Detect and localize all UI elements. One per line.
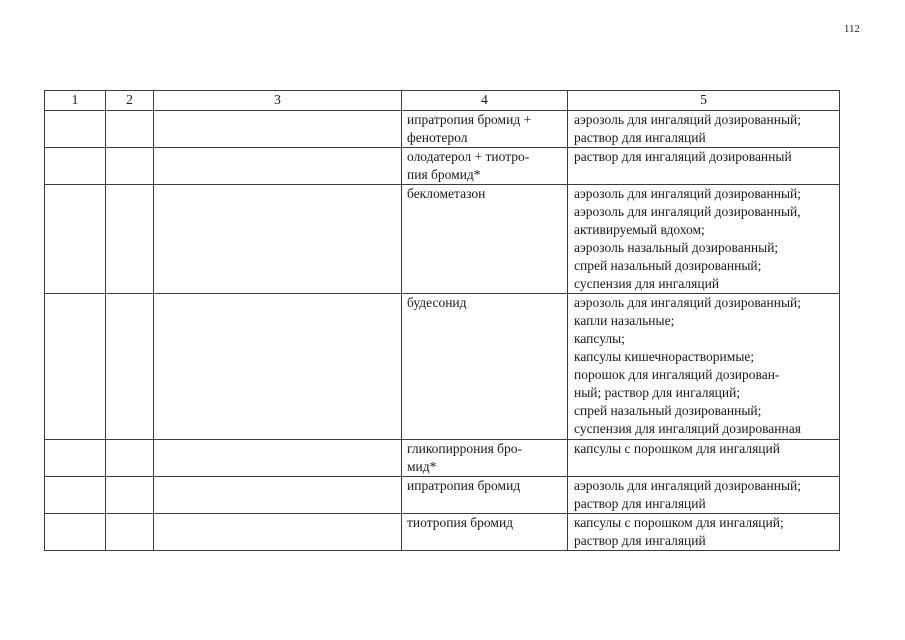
table-cell-col-1 [45,294,106,440]
cell-line: суспензия для ингаляций дозированная [574,421,801,436]
table-cell-col-1 [45,148,106,185]
table-cell-col-5 [568,514,840,551]
table-header [45,91,840,111]
table-cell-col-5 [568,440,840,477]
cell-line: беклометазон [407,186,486,201]
cell-line: капсулы кишечнорастворимые; [574,349,755,364]
cell-line: раствор для ингаляций дозированный [574,149,792,164]
cell-line: мид* [407,459,437,474]
header-row [45,91,840,111]
header-col-3: 3 [154,91,402,111]
cell-line: порошок для ингаляций дозирован- [574,367,780,382]
table-cell-col-1 [45,111,106,148]
cell-line: спрей назальный дозированный; [574,258,762,273]
table-cell-col-2 [106,477,154,514]
cell-line: будесонид [407,295,467,310]
table-row [45,440,840,477]
table-cell-col-5 [568,111,840,148]
table-cell-col-4 [402,185,568,294]
table-cell-col-3 [154,185,402,294]
cell-line: ипратропия бромид + [407,112,532,127]
cell-line: капсулы с порошком для ингаляций [574,441,780,456]
table-cell-col-2 [106,148,154,185]
table-row [45,514,840,551]
table-cell-col-4 [402,514,568,551]
table-cell-col-5 [568,185,840,294]
cell-line: олодатерол + тиотро- [407,149,530,164]
cell-line: аэрозоль для ингаляций дозированный; [574,186,802,201]
table-row [45,148,840,185]
table-row [45,185,840,294]
table-cell-col-1 [45,185,106,294]
cell-line: ный; раствор для ингаляций; [574,385,741,400]
table-cell-col-3 [154,514,402,551]
table-cell-col-5 [568,294,840,440]
header-col-2: 2 [106,91,154,111]
cell-line: суспензия для ингаляций [574,276,720,291]
cell-line: тиотропия бромид [407,515,514,530]
table-row [45,477,840,514]
table-cell-col-2 [106,294,154,440]
cell-line: раствор для ингаляций [574,533,706,548]
header-col-1: 1 [45,91,106,111]
table-cell-col-1 [45,440,106,477]
cell-line: активируемый вдохом; [574,222,705,237]
drug-table [44,90,840,551]
table-cell-col-4 [402,294,568,440]
table-cell-col-2 [106,111,154,148]
cell-line: аэрозоль для ингаляций дозированный, [574,204,801,219]
table-cell-col-3 [154,294,402,440]
cell-line: пия бромид* [407,167,481,182]
table-cell-col-2 [106,440,154,477]
header-col-4: 4 [402,91,568,111]
cell-line: капли назальные; [574,313,675,328]
page-number: 112 [843,23,860,35]
table-cell-col-5 [568,477,840,514]
cell-line: фенотерол [407,130,468,145]
table-cell-col-1 [45,477,106,514]
table-cell-col-3 [154,477,402,514]
cell-line: аэрозоль для ингаляций дозированный; [574,478,802,493]
table-cell-col-2 [106,185,154,294]
table-cell-col-1 [45,514,106,551]
table-cell-col-4 [402,111,568,148]
cell-line: аэрозоль назальный дозированный; [574,240,779,255]
cell-line: капсулы с порошком для ингаляций; [574,515,784,530]
cell-line: аэрозоль для ингаляций дозированный; [574,295,802,310]
table-cell-col-3 [154,440,402,477]
table-cell-col-3 [154,111,402,148]
table-cell-col-5 [568,148,840,185]
table-cell-col-2 [106,514,154,551]
table-cell-col-3 [154,148,402,185]
table-row [45,294,840,440]
cell-line: ипратропия бромид [407,478,521,493]
header-col-5: 5 [568,91,840,111]
cell-line: спрей назальный дозированный; [574,403,762,418]
cell-line: раствор для ингаляций [574,496,706,511]
table-cell-col-4 [402,148,568,185]
table-body [45,111,840,551]
cell-line: капсулы; [574,331,625,346]
table-cell-col-4 [402,477,568,514]
table-row [45,111,840,148]
cell-line: гликопиррония бро- [407,441,523,456]
table-cell-col-4 [402,440,568,477]
cell-line: раствор для ингаляций [574,130,706,145]
cell-line: аэрозоль для ингаляций дозированный; [574,112,802,127]
